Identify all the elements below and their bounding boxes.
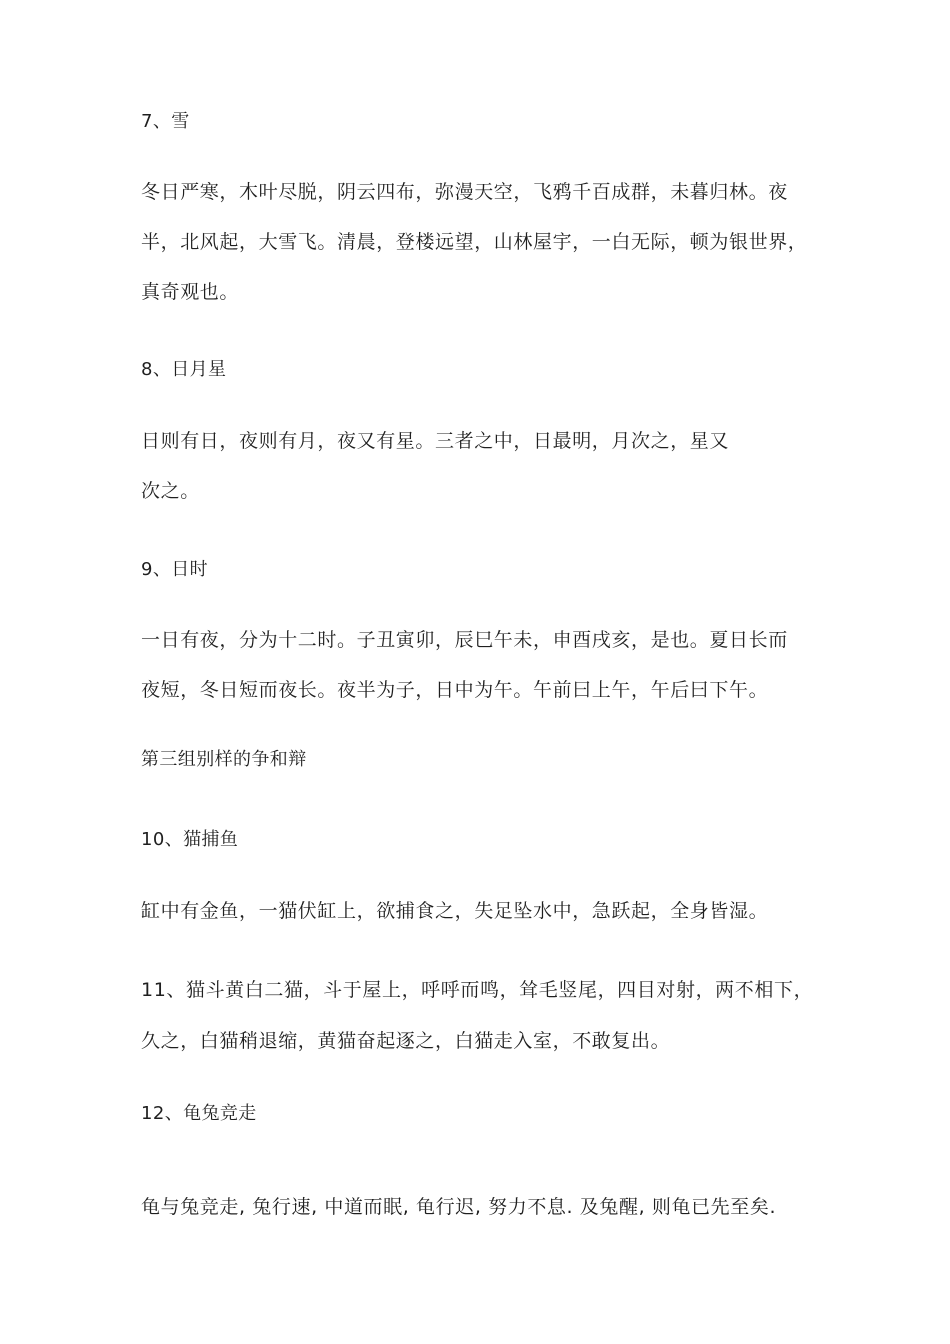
- section-heading-10: 10、猫捕鱼: [141, 829, 239, 850]
- paragraph-line: 夜短，冬日短而夜长。夜半为子，日中为午。午前曰上午，午后曰下午。: [141, 679, 769, 701]
- paragraph-line: 龟与兔竞走, 兔行速, 中道而眠, 龟行迟, 努力不息. 及兔醒, 则龟已先至矣.: [141, 1196, 777, 1218]
- paragraph-line-11: 11、猫斗黄白二猫，斗于屋上，呼呼而鸣，耸毛竖尾，四目对射，两不相下，: [141, 979, 814, 1001]
- section-heading-8: 8、日月星: [141, 359, 227, 380]
- section-heading-7: 7、雪: [141, 111, 190, 132]
- paragraph-line: 次之。: [141, 480, 200, 502]
- paragraph-line: 缸中有金鱼，一猫伏缸上，欲捕食之，失足坠水中，急跃起，全身皆湿。: [141, 900, 769, 922]
- section-heading-9: 9、日时: [141, 559, 209, 580]
- paragraph-line: 日则有日，夜则有月，夜又有星。三者之中，日最明，月次之，星又: [141, 430, 730, 452]
- group-title: 第三组别样的争和辩: [141, 749, 307, 770]
- paragraph-line: 真奇观也。: [141, 281, 240, 303]
- paragraph-line: 久之，白猫稍退缩，黄猫奋起逐之，白猫走入室，不敢复出。: [141, 1030, 671, 1052]
- section-heading-12: 12、龟兔竞走: [141, 1103, 257, 1124]
- paragraph-line: 冬日严寒，木叶尽脱，阴云四布，弥漫天空，飞鸦千百成群，未暮归林。夜: [141, 181, 788, 203]
- paragraph-line: 半，北风起，大雪飞。清晨，登楼远望，山林屋宇，一白无际，顿为银世界，: [141, 231, 808, 253]
- paragraph-line: 一日有夜，分为十二时。子丑寅卯，辰巳午未，申酉戌亥，是也。夏日长而: [141, 629, 788, 651]
